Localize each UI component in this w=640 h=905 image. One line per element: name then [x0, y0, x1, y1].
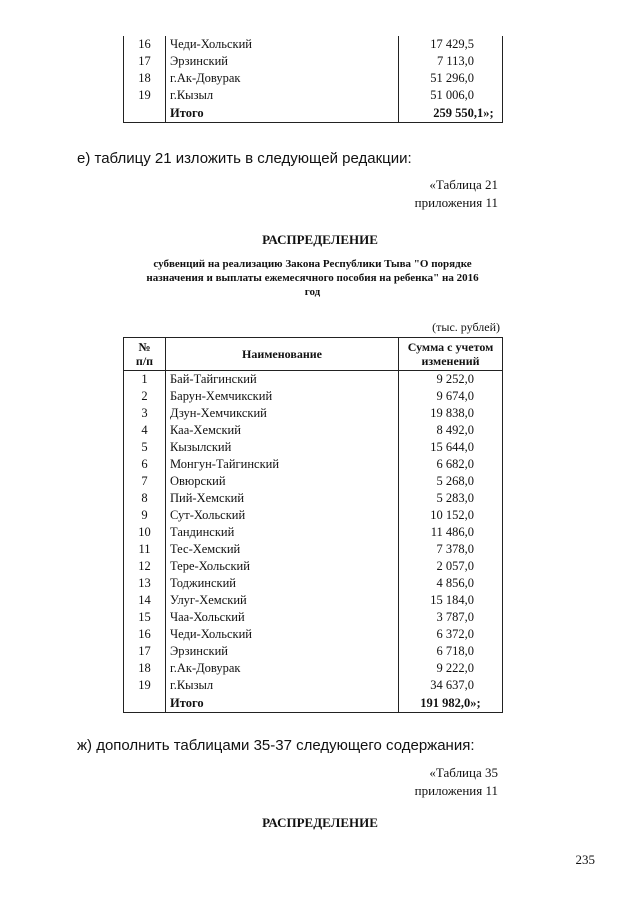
table-row	[124, 524, 503, 541]
table-cell-value: 17 429,5	[399, 36, 503, 53]
table-cell-value: 34 637,0	[399, 677, 503, 694]
table-cell-value: 11 486,0	[399, 524, 503, 541]
table-row	[124, 677, 503, 694]
table-cell-value: 6 718,0	[399, 643, 503, 660]
subtitle-line: год	[304, 286, 321, 298]
table-cell-name: Бай-Тайгинский	[166, 371, 399, 389]
table-row	[124, 405, 503, 422]
table-cell-name: Эрзинский	[166, 53, 399, 70]
table-row	[124, 87, 503, 104]
table-cell-num: 13	[124, 575, 166, 592]
header-num	[124, 338, 166, 371]
table-cell-name: Чеди-Хольский	[166, 626, 399, 643]
header-sum-line: Сумма с учетом	[407, 340, 494, 354]
table-cell-name: Чеди-Хольский	[166, 36, 399, 53]
table-cell-name: Эрзинский	[166, 643, 399, 660]
table-subtitle	[120, 257, 505, 299]
table-cell-name: Чаа-Хольский	[166, 609, 399, 626]
table-cell-name: Улуг-Хемский	[166, 592, 399, 609]
table-row	[124, 558, 503, 575]
table-cell-num: 11	[124, 541, 166, 558]
table-cell-name: Сут-Хольский	[166, 507, 399, 524]
header-num-line: №	[138, 340, 151, 354]
table-total-row	[124, 694, 503, 713]
table-cell-value: 10 152,0	[399, 507, 503, 524]
table-cell-value: 15 644,0	[399, 439, 503, 456]
header-sum-line: изменений	[421, 354, 480, 368]
total-label: Итого	[166, 104, 399, 123]
table-cell-num: 16	[124, 36, 166, 53]
table-row	[124, 456, 503, 473]
table-cell-num: 8	[124, 490, 166, 507]
table-row	[124, 70, 503, 87]
table-cell-value: 9 252,0	[399, 371, 503, 389]
table-cell-name: г.Кызыл	[166, 677, 399, 694]
table-total-row	[124, 104, 503, 123]
table-cell-name: Овюрский	[166, 473, 399, 490]
table-cell-num: 15	[124, 609, 166, 626]
header-sum	[399, 338, 503, 371]
table-header-row	[124, 338, 503, 371]
table-cell-name: Монгун-Тайгинский	[166, 456, 399, 473]
table-cell-num: 5	[124, 439, 166, 456]
table-cell-value: 3 787,0	[399, 609, 503, 626]
table-cell-num: 1	[124, 371, 166, 389]
table-continuation	[123, 36, 503, 123]
section-heading: РАСПРЕДЕЛЕНИЕ	[262, 232, 378, 247]
table-reference	[415, 764, 498, 800]
table-cell-num: 9	[124, 507, 166, 524]
table-cell-name: Тес-Хемский	[166, 541, 399, 558]
table-cell-value: 8 492,0	[399, 422, 503, 439]
table-cell-num: 19	[124, 677, 166, 694]
table-cell-value: 51 006,0	[399, 87, 503, 104]
table-cell-name: г.Ак-Довурак	[166, 70, 399, 87]
table-cell-name: Каа-Хемский	[166, 422, 399, 439]
table-cell-value: 7 378,0	[399, 541, 503, 558]
table-cell-name: г.Кызыл	[166, 87, 399, 104]
paragraph-e: е) таблицу 21 изложить в следующей редакции:	[77, 150, 412, 167]
table-reference-line: приложения 11	[414, 195, 498, 210]
table-cell-value: 5 283,0	[399, 490, 503, 507]
table-cell-num: 2	[124, 388, 166, 405]
total-label: Итого	[166, 694, 399, 713]
paragraph-zh: ж) дополнить таблицами 35-37 следующего содержания:	[77, 737, 475, 754]
table-cell-num	[124, 104, 166, 123]
table-cell-value: 2 057,0	[399, 558, 503, 575]
table-cell-name: г.Ак-Довурак	[166, 660, 399, 677]
table-cell-num: 6	[124, 456, 166, 473]
table-row	[124, 422, 503, 439]
table-reference-line: приложения 11	[414, 783, 498, 798]
section-heading: РАСПРЕДЕЛЕНИЕ	[262, 815, 378, 830]
table-reference-line: «Таблица 35	[429, 765, 498, 780]
table-cell-num: 14	[124, 592, 166, 609]
table-row	[124, 473, 503, 490]
table-cell-value: 9 222,0	[399, 660, 503, 677]
table-cell-name: Тере-Хольский	[166, 558, 399, 575]
total-value: 259 550,1»;	[399, 104, 503, 123]
table-cell-name: Тоджинский	[166, 575, 399, 592]
table-row	[124, 439, 503, 456]
table-row	[124, 575, 503, 592]
page-number: 235	[575, 852, 595, 867]
total-value: 191 982,0»;	[399, 694, 503, 713]
units-label: (тыс. рублей)	[432, 320, 500, 334]
subtitle-line: субвенций на реализацию Закона Республики Тыва "О порядке	[153, 258, 472, 270]
table-row	[124, 53, 503, 70]
table-cell-value: 6 682,0	[399, 456, 503, 473]
table-cell-value: 51 296,0	[399, 70, 503, 87]
header-name: Наименование	[166, 338, 399, 371]
table-row	[124, 626, 503, 643]
table-cell-value: 15 184,0	[399, 592, 503, 609]
table-cell-num: 16	[124, 626, 166, 643]
table-cell-value: 19 838,0	[399, 405, 503, 422]
table-cell-value: 5 268,0	[399, 473, 503, 490]
table-row	[124, 36, 503, 53]
table-row	[124, 660, 503, 677]
table-21	[123, 337, 503, 713]
table-cell-num: 4	[124, 422, 166, 439]
table-cell-value: 6 372,0	[399, 626, 503, 643]
table-row	[124, 643, 503, 660]
table-row	[124, 490, 503, 507]
table-cell-name: Тандинский	[166, 524, 399, 541]
table-row	[124, 388, 503, 405]
table-cell-num: 17	[124, 643, 166, 660]
table-cell-num: 18	[124, 70, 166, 87]
table-cell-name: Кызылский	[166, 439, 399, 456]
table-reference	[415, 176, 498, 212]
table-row	[124, 507, 503, 524]
table-cell-value: 4 856,0	[399, 575, 503, 592]
table-cell-num: 7	[124, 473, 166, 490]
table-reference-line: «Таблица 21	[429, 177, 498, 192]
table-cell-value: 7 113,0	[399, 53, 503, 70]
table-cell-num: 12	[124, 558, 166, 575]
subtitle-line: назначения и выплаты ежемесячного пособия на ребенка" на 2016	[146, 272, 479, 284]
table-cell-value: 9 674,0	[399, 388, 503, 405]
table-cell-num: 19	[124, 87, 166, 104]
table-cell-name: Барун-Хемчикский	[166, 388, 399, 405]
table-cell-name: Пий-Хемский	[166, 490, 399, 507]
table-row	[124, 541, 503, 558]
table-cell-num: 10	[124, 524, 166, 541]
header-num-line: п/п	[135, 354, 154, 368]
table-cell-num: 17	[124, 53, 166, 70]
table-cell-name: Дзун-Хемчикский	[166, 405, 399, 422]
table-row	[124, 371, 503, 389]
table-row	[124, 592, 503, 609]
table-cell-num: 3	[124, 405, 166, 422]
table-row	[124, 609, 503, 626]
table-cell-num	[124, 694, 166, 713]
table-cell-num: 18	[124, 660, 166, 677]
